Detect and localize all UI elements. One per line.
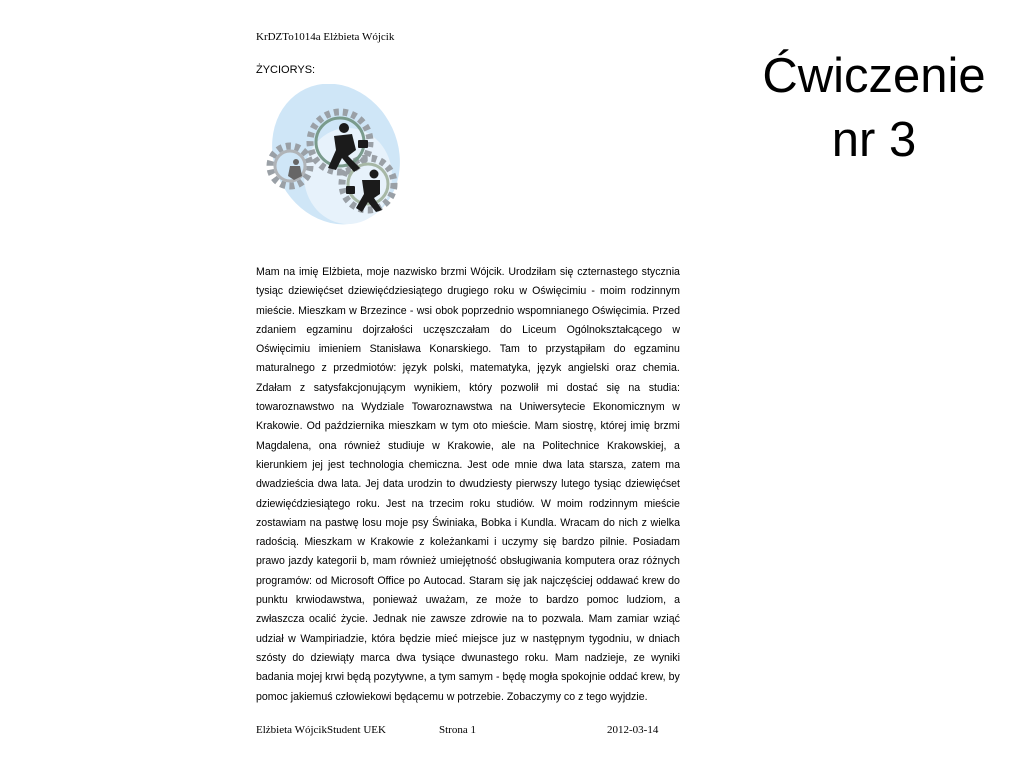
body-line: kierunkiem jej jest technologia chemiczna. Jest ode mnie dwa lata starsza, zatem ma bbox=[256, 458, 680, 471]
body-line: udział w Wampiriadzie, która będzie mieć miejsce juz w następnym tygodniu, w dniach bbox=[256, 632, 680, 645]
footer-page-number: Strona 1 bbox=[439, 724, 476, 736]
document-heading: ŻYCIORYS: bbox=[256, 64, 316, 76]
body-line: Oświęcimiu imieniem Stanisława Konarskiego. Tam to przystąpiłam do egzaminu bbox=[256, 343, 680, 356]
body-line: Magdalena, ona również studiuje w Krakowie, ale na Politechnice Krakowskiej, a bbox=[256, 439, 680, 452]
document-body bbox=[256, 263, 680, 707]
body-line: mieście. Mieszkam w Brzezince - wsi obok poprzednio wspomnianego Oświęcimia. Przed bbox=[256, 304, 680, 317]
body-line: dwadzieścia dwa lata. Jej data urodzin to dwudziesty pierwszy lutego tysiąc dziewięćset bbox=[256, 478, 680, 491]
body-line: maturalnego z przedmiotów: język polski, matematyka, język angielski oraz chemia. bbox=[256, 362, 680, 375]
document-header: KrDZTo1014a Elżbieta Wójcik bbox=[256, 31, 395, 43]
body-line: szósty do dziewiąty marca dwa tysiące dwunastego roku. Mam nadzieje, ze wyniki bbox=[256, 651, 680, 664]
body-line: Zdałam z satysfakcjonującym wynikiem, który pozwolił mi dostać się na studia: bbox=[256, 381, 680, 394]
body-line: Krakowie. Od października mieszkam w tym oto mieście. Mam siostrę, której imię brzmi bbox=[256, 420, 680, 433]
body-line: Mam na imię Elżbieta, moje nazwisko brzmi Wójcik. Urodziłam się czternastego stycznia bbox=[256, 266, 680, 278]
body-line: radością. Mieszkam w Krakowie z koleżankami i uczymy się bardzo pilnie. Posiadam bbox=[256, 536, 680, 549]
body-line: zwłaszcza ocalić życie. Jednak nie zawsze zdrowie na to pozwala. Mam zamiar wziąć bbox=[256, 613, 680, 626]
body-line: towaroznawstwo na Wydziale Towaroznawstwa na Uniwersytecie Ekonomicznym w bbox=[256, 401, 680, 414]
body-line: tysiąc dziewięćset dziewięćdziesiątego drugiego roku w Oświęcimiu - moim rodzinnym bbox=[256, 285, 680, 298]
body-line: badania mojej krwi będą pozytywne, a tym samym - będę mogła spokojnie oddać krew, by bbox=[256, 671, 680, 684]
body-line: zostawiam na pastwę losu moje psy Świniaka, Bobka i Kundla. Wracam do nich z wielka bbox=[256, 516, 680, 529]
slide-title-line-1: Ćwiczenie bbox=[762, 49, 986, 103]
body-line: programów: od Microsoft Office po Autocad. Staram się jak najczęściej oddawać krew do bbox=[256, 574, 680, 587]
business-people-gears-clipart bbox=[256, 84, 408, 236]
footer-date: 2012-03-14 bbox=[607, 724, 659, 736]
slide-title-line-2: nr 3 bbox=[831, 113, 917, 167]
body-line: dziewięćdziesiątego roku. Jest na trzecim roku studiów. W moim rodzinnym mieście bbox=[256, 497, 680, 510]
body-line: punktu krwiodawstwa, ponieważ uważam, ze może to bardzo pomoc ludziom, a bbox=[256, 594, 680, 607]
body-line: pomoc jakiemuś człowiekowi będącemu w potrzebie. Zobaczymy co z tego wyjdzie. bbox=[256, 690, 648, 703]
footer-author: Elżbieta WójcikStudent UEK bbox=[256, 724, 386, 736]
slide-title bbox=[724, 44, 1024, 172]
body-line: prawo jazdy kategorii b, mam również umiejętność obsługiwania komputera oraz różnych bbox=[256, 555, 680, 568]
body-line: zdaniem egzaminu dojrzałości uczęszczałam do Liceum Ogólnokształcącego w bbox=[256, 323, 680, 336]
